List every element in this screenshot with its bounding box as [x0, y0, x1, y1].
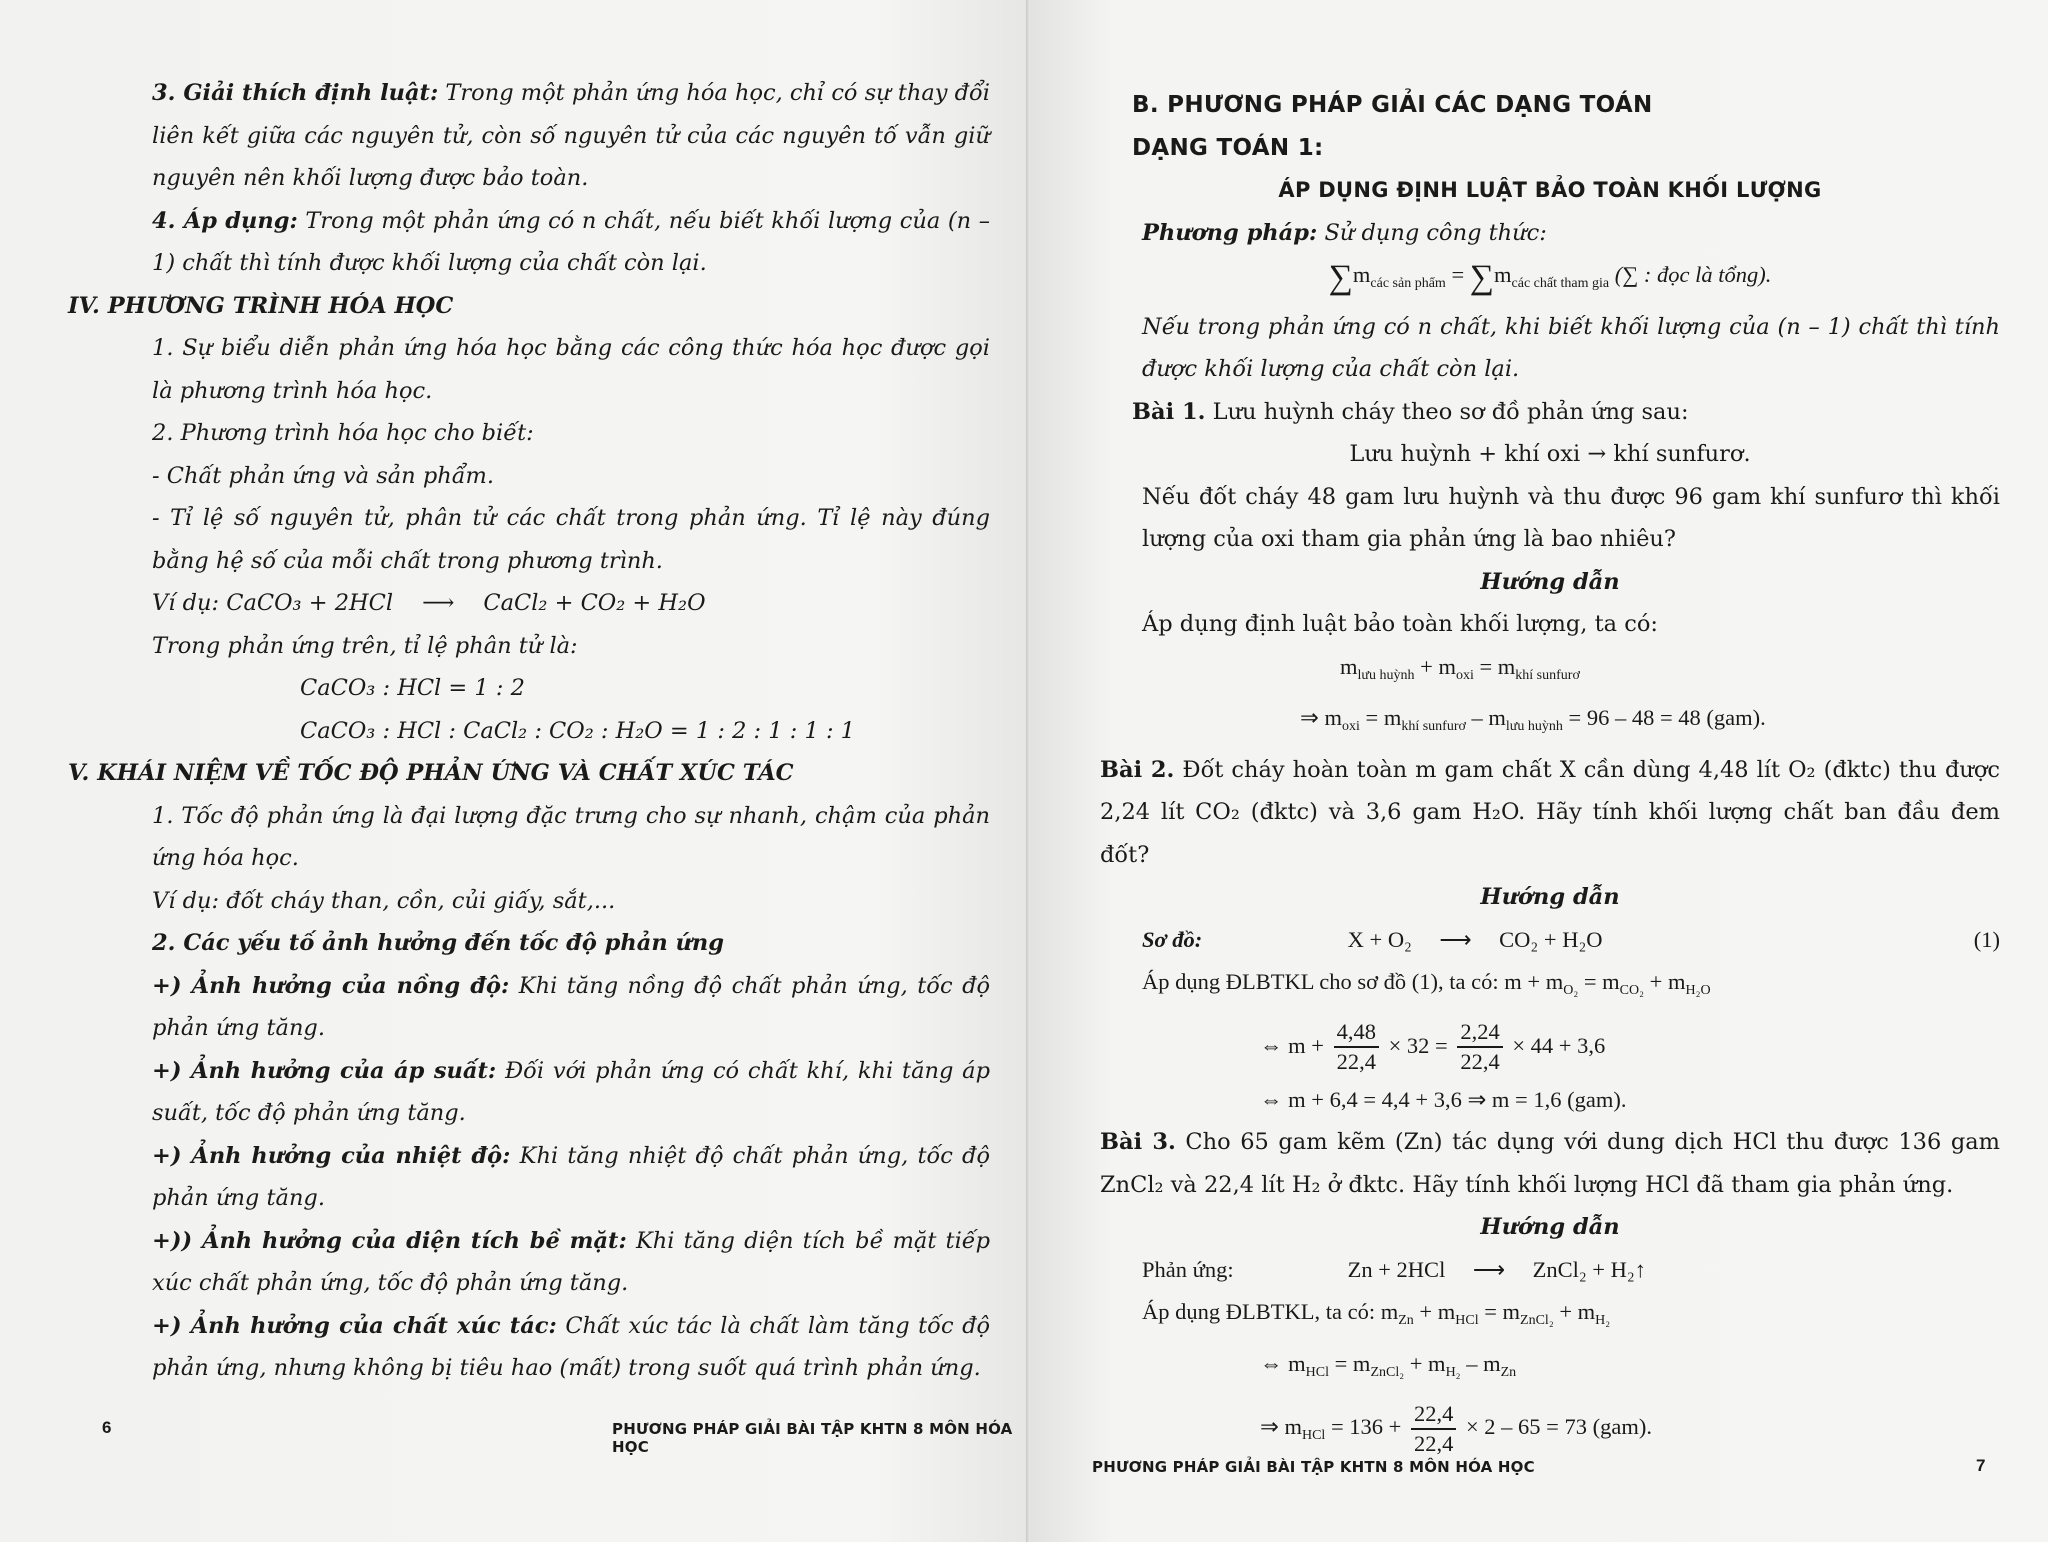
- law-explanation-paragraph: [110, 72, 990, 200]
- eq-sub-sulfur: lưu huỳnh: [1357, 667, 1415, 683]
- ratio-line-2: CaCO₃ : HCl : CaCl₂ : CO₂ : H₂O = 1 : 2 : 1 : 1 : 1: [300, 717, 855, 744]
- ratio-intro: Trong phản ứng trên, tỉ lệ phân tử là:: [152, 632, 578, 659]
- problem-1-question: Nếu đốt cháy 48 gam lưu huỳnh và thu được 96 gam khí sunfurơ thì khối lượng của oxi tham gia phản ứng là bao nhiêu?: [1142, 483, 2000, 552]
- problem-1-guide-heading: Hướng dẫn: [1480, 568, 1620, 595]
- formula-sub-reactants: các chất tham gia: [1511, 276, 1610, 291]
- law-explanation-text: Trong một phản ứng hóa học, chỉ có sự thay đổi liên kết giữa các nguyên tử, còn số nguyên tử của các nguyên tố vẫn giữ nguyên nên khối lượng được bảo toàn.: [152, 80, 991, 191]
- sub-zncl2-2: ZnCl₂: [1370, 1364, 1405, 1380]
- problem-1-scheme: Lưu huỳnh + khí oxi → khí sunfurơ.: [1349, 441, 1751, 467]
- problem-2-equation: ⇔ m + $\frac{4,48}{22,4}$ × 32 = $\frac{2,24}{22,4}$ × 44 + 3,6: [1260, 1019, 1606, 1075]
- factor-temperature-label: +) Ảnh hưởng của nhiệt độ:: [152, 1142, 511, 1169]
- fraction-h2-numerator: 22,4: [1411, 1400, 1456, 1430]
- sigma-icon: ∑: [1469, 259, 1495, 296]
- section-iv-title: IV. PHƯƠNG TRÌNH HÓA HỌC: [68, 292, 454, 319]
- sigma-icon: ∑: [1328, 259, 1353, 296]
- factor-catalyst-label: +) Ảnh hưởng của chất xúc tác:: [152, 1312, 557, 1339]
- problem-2-label: Bài 2.: [1100, 756, 1175, 783]
- factor-pressure-label: +) Ảnh hưởng của áp suất:: [152, 1057, 497, 1084]
- application-text: Trong một phản ứng có n chất, nếu biết khối lượng của (n –1) chất thì tính được khối lượng của chất còn lại.: [152, 207, 990, 276]
- factor-pressure: [110, 1050, 990, 1135]
- method-line: [1100, 212, 2000, 255]
- example-rhs: CaCl₂ + CO₂ + H₂O: [483, 590, 706, 616]
- bullet-reactants-products: - Chất phản ứng và sản phẩm.: [152, 462, 494, 489]
- eq2-sub-sulfur: lưu huỳnh: [1505, 719, 1563, 734]
- bullet-ratio: - Tỉ lệ số nguyên tử, phân tử các chất trong phản ứng. Tỉ lệ này đúng bằng hệ số của mỗi chất trong phương trình.: [152, 505, 990, 574]
- reaction-arrow-icon: ⟶: [422, 590, 455, 616]
- sub-hcl-2: HCl: [1305, 1364, 1329, 1380]
- eq-sub-oxygen: oxi: [1455, 667, 1474, 683]
- problem-3-guide-heading: Hướng dẫn: [1480, 1214, 1620, 1240]
- problem-2-text: Đốt cháy hoàn toàn m gam chất X cần dùng 4,48 lít O₂ (đktc) thu được 2,24 lít CO₂ (đktc) và 3,6 gam H₂O. Hãy tính khối lượng chất ban đầu đem đốt?: [1100, 756, 2000, 868]
- factor-concentration-text: Khi tăng nồng độ chất phản ứng, tốc độ phản ứng tăng.: [152, 972, 991, 1041]
- problem-3-rhs: ZnCl₂ + H₂↑: [1532, 1256, 1646, 1282]
- factor-surface-area-text: Khi tăng diện tích bề mặt tiếp xúc chất phản ứng, tốc độ phản ứng tăng.: [152, 1227, 991, 1296]
- problem-1: [1132, 391, 2000, 434]
- method-text: Sử dụng công thức:: [1324, 219, 1547, 246]
- sub-hcl: HCl: [1455, 1313, 1479, 1328]
- problem-2: [1100, 749, 2000, 877]
- problem-3-label: Bài 3.: [1100, 1129, 1176, 1155]
- factor-catalyst: [110, 1305, 990, 1390]
- fraction-h2-denominator: 22,4: [1413, 1430, 1454, 1456]
- sub-h2-2: H₂: [1445, 1364, 1461, 1380]
- equation-number: (1): [1973, 926, 2000, 952]
- section-v-title: V. KHÁI NIỆM VỀ TỐC ĐỘ PHẢN ỨNG VÀ CHẤT XÚC TÁC: [68, 760, 794, 786]
- factor-catalyst-text: Chất xúc tác là chất làm tăng tốc độ phản ứng, nhưng không bị tiêu hao (mất) trong suốt quá trình phản ứng.: [152, 1312, 991, 1381]
- problem-2-lhs: X + O₂: [1347, 926, 1412, 952]
- problem-3-equation-1: ⇔ $m_{HCl} = m_{ZnCl_2} + m_{H_2} - m_{Zn}$: [1260, 1350, 1517, 1380]
- problem-1-text: Lưu huỳnh cháy theo sơ đồ phản ứng sau:: [1212, 398, 1689, 425]
- rate-definition: 1. Tốc độ phản ứng là đại lượng đặc trưng cho sự nhanh, chậm của phản ứng hóa học.: [152, 802, 990, 871]
- fraction-h2: [1411, 1400, 1456, 1458]
- equation-shows: 2. Phương trình hóa học cho biết:: [152, 420, 534, 446]
- reaction-label: Phản ứng:: [1142, 1256, 1234, 1282]
- mass-conservation-formula: $\sum m_{các sản phẩm} = \sum m_{các chất tham gia}$ (∑ : đọc là tổng).: [1328, 259, 1772, 296]
- section-b-title: B. PHƯƠNG PHÁP GIẢI CÁC DẠNG TOÁN: [1132, 92, 1653, 118]
- ratio-line-1: CaCO₃ : HCl = 1 : 2: [300, 675, 525, 701]
- fraction-co2: [1457, 1018, 1502, 1076]
- right-page-content: [1100, 84, 2000, 1469]
- factor-concentration-label: +) Ảnh hưởng của nồng độ:: [152, 972, 510, 999]
- example-equation: [110, 582, 990, 625]
- problem-3-reaction: [1100, 1249, 2000, 1292]
- problem-1-label: Bài 1.: [1132, 398, 1206, 425]
- left-page-number: 6: [102, 1418, 112, 1437]
- eq-sub-so2: khí sunfurơ: [1515, 667, 1580, 683]
- factor-surface-area-label: +)) Ảnh hưởng của diện tích bề mặt:: [152, 1227, 627, 1254]
- application-paragraph: [110, 200, 990, 285]
- problem-1-equation-2: ⇒ $m_{oxi} = m_{khí sunfurơ} - m_{lưu huỳnh} = 96 - 48 = 48$ (gam).: [1300, 705, 1766, 734]
- example-label: Ví dụ:: [152, 590, 227, 616]
- fraction-o2: [1334, 1018, 1379, 1076]
- method-note: Nếu trong phản ứng có n chất, khi biết khối lượng của (n – 1) chất thì tính được khối lượng của chất còn lại.: [1142, 313, 2000, 382]
- method-label: Phương pháp:: [1142, 219, 1318, 246]
- sub-zn-2: Zn: [1500, 1364, 1517, 1380]
- formula-sub-products: các sản phẩm: [1370, 276, 1446, 291]
- sub-hcl-3: HCl: [1301, 1428, 1326, 1443]
- fraction-co2-numerator: 2,24: [1457, 1018, 1502, 1048]
- sub-co2: CO₂: [1619, 983, 1645, 998]
- problem-3-tail: × 2 – 65 = 73 (gam).: [1465, 1414, 1652, 1439]
- problem-2-apply: Áp dụng ĐLBTKL cho sơ đồ (1), ta có: $m + m_{O_2} = m_{CO_2} + m_{H_2O}$: [1142, 969, 1711, 998]
- problem-3-text: Cho 65 gam kẽm (Zn) tác dụng với dung dịch HCl thu được 136 gam ZnCl₂ và 22,4 lít H₂ ở đktc. Hãy tính khối lượng HCl đã tham gia phản ứng.: [1100, 1129, 2000, 1198]
- problem-3-apply-text: Áp dụng ĐLBTKL, ta có:: [1142, 1299, 1381, 1324]
- eq2-sub-oxygen: oxi: [1341, 719, 1360, 734]
- sub-zn: Zn: [1398, 1313, 1414, 1328]
- problem-2-final: ⇔ m + 6,4 = 4,4 + 3,6 ⇒ m = 1,6 (gam).: [1260, 1086, 1627, 1112]
- problem-2-scheme: [1100, 919, 2000, 962]
- problem-3-apply: Áp dụng ĐLBTKL, ta có: $m_{Zn} + m_{HCl} = m_{ZnCl_2} + m_{H_2}$: [1142, 1299, 1611, 1328]
- factor-surface-area: [110, 1220, 990, 1305]
- problem-2-apply-text: Áp dụng ĐLBTKL cho sơ đồ (1), ta có:: [1142, 969, 1505, 994]
- rate-example: Ví dụ: đốt cháy than, cồn, củi giấy, sắt,...: [152, 887, 616, 914]
- factors-heading: 2. Các yếu tố ảnh hưởng đến tốc độ phản ứng: [152, 930, 724, 956]
- problem-2-rhs: CO₂ + H₂O: [1499, 926, 1603, 952]
- formula-note: (∑ : đọc là tổng).: [1614, 262, 1772, 287]
- factor-concentration: [110, 965, 990, 1050]
- problem-type-1: DẠNG TOÁN 1:: [1132, 134, 1324, 161]
- sub-zncl2: ZnCl₂: [1520, 1313, 1554, 1328]
- fraction-o2-numerator: 4,48: [1334, 1018, 1379, 1048]
- law-explanation-label: 3. Giải thích định luật:: [152, 80, 439, 106]
- fraction-co2-denominator: 22,4: [1460, 1049, 1500, 1075]
- problem-2-tail: × 44 + 3,6: [1512, 1032, 1606, 1058]
- sub-h2: H₂: [1595, 1313, 1611, 1328]
- problem-type-1-title: ÁP DỤNG ĐỊNH LUẬT BẢO TOÀN KHỐI LƯỢNG: [1278, 178, 1822, 202]
- left-page-content: [68, 72, 991, 1390]
- factor-temperature: [110, 1135, 990, 1220]
- fraction-o2-denominator: 22,4: [1336, 1049, 1376, 1075]
- right-page: [1030, 0, 2048, 1542]
- reaction-arrow-icon: ⟶: [1472, 1256, 1506, 1282]
- problem-2-mid: × 32 =: [1388, 1032, 1448, 1058]
- sub-o2: O₂: [1563, 983, 1579, 998]
- right-page-footer: PHƯƠNG PHÁP GIẢI BÀI TẬP KHTN 8 MÔN HÓA HỌC: [1092, 1458, 1535, 1476]
- problem-2-guide-heading: Hướng dẫn: [1480, 884, 1620, 910]
- example-lhs: CaCO₃ + 2HCl: [226, 590, 394, 616]
- eq2-sub-so2: khí sunfurơ: [1401, 719, 1466, 734]
- problem-3-equation-2: ⇒ $m_{HCl} = 136$ + $\frac{22,4}{22,4}$ × 2 – 65 = 73 (gam).: [1260, 1400, 1652, 1456]
- equation-definition: 1. Sự biểu diễn phản ứng hóa học bằng các công thức hóa học được gọi là phương trình hóa học.: [152, 335, 990, 404]
- factor-temperature-text: Khi tăng nhiệt độ chất phản ứng, tốc độ phản ứng tăng.: [152, 1142, 991, 1211]
- factor-pressure-text: Đối với phản ứng có chất khí, khi tăng áp suất, tốc độ phản ứng tăng.: [152, 1057, 990, 1126]
- problem-1-result: = 96 – 48 = 48 (gam).: [1562, 705, 1766, 730]
- reaction-arrow-icon: ⟶: [1439, 926, 1472, 952]
- problem-1-equation-1: $m_{lưu huỳnh} + m_{oxi} = m_{khí sunfurơ}$: [1340, 653, 1580, 683]
- problem-3: [1100, 1121, 2000, 1206]
- scheme-label: Sơ đồ:: [1142, 926, 1203, 952]
- application-label: 4. Áp dụng:: [152, 207, 298, 234]
- right-page-number: 7: [1976, 1456, 1986, 1475]
- left-page-footer: PHƯƠNG PHÁP GIẢI BÀI TẬP KHTN 8 MÔN HÓA HỌC: [612, 1420, 1013, 1456]
- problem-1-apply: Áp dụng định luật bảo toàn khối lượng, ta có:: [1142, 611, 1658, 637]
- sub-h2o: H₂O: [1685, 983, 1711, 998]
- problem-3-lhs: Zn + 2HCl: [1347, 1256, 1446, 1282]
